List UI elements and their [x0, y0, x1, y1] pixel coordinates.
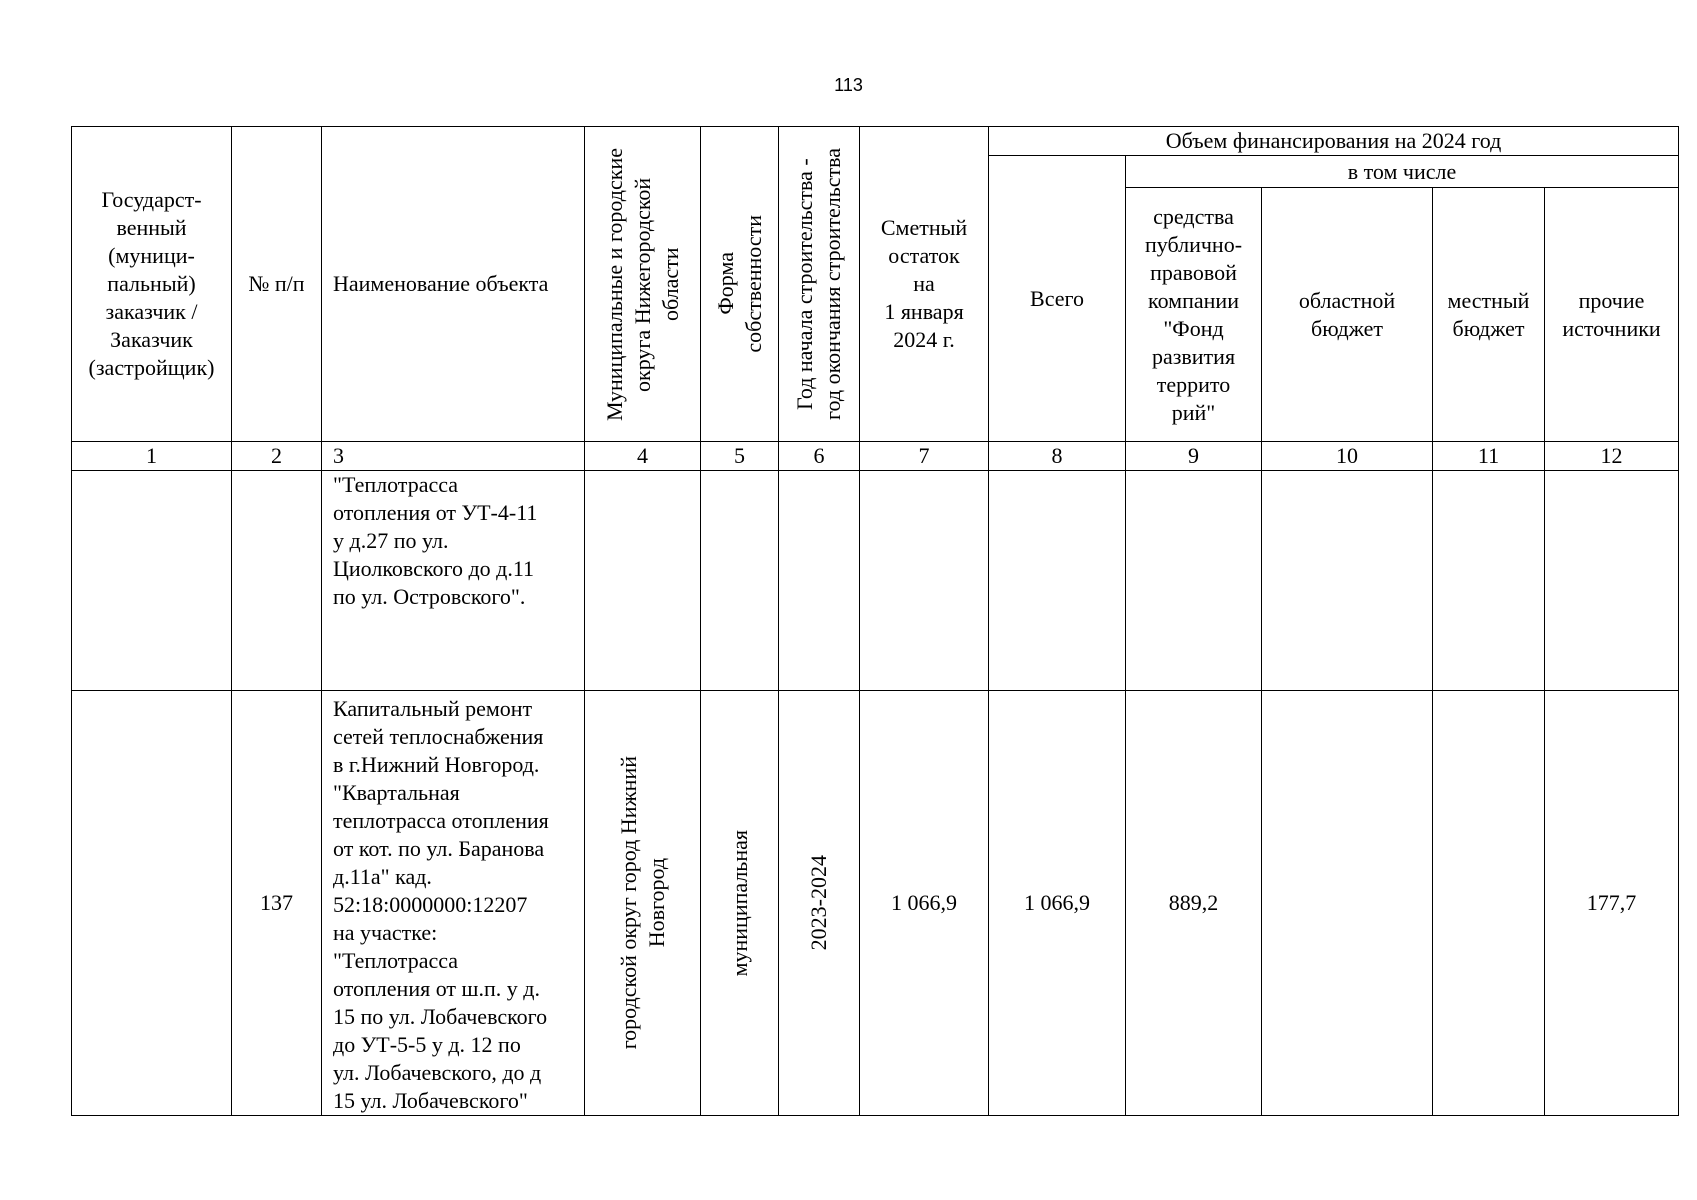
column-number: 3	[322, 442, 585, 471]
cell-ownership: муниципальная	[726, 829, 752, 977]
header-total: Всего	[989, 156, 1126, 442]
financing-table	[71, 126, 1679, 1116]
column-numbers-row	[72, 442, 1679, 471]
cell-municipality	[585, 471, 701, 691]
header-municipality-cell	[585, 127, 701, 442]
column-number: 9	[1126, 442, 1262, 471]
header-customer: Государст- венный (муници- пальный) заказчик / Заказчик (застройщик)	[72, 127, 232, 442]
header-other-sources: прочие источники	[1545, 188, 1679, 442]
header-estimate-balance: Сметный остаток на 1 января 2024 г.	[860, 127, 989, 442]
header-fund: средства публично- правовой компании "Фонд развития террито рий"	[1126, 188, 1262, 442]
cell-local	[1433, 471, 1545, 691]
cell-object-name: Капитальный ремонт сетей теплоснабжения в г.Нижний Новгород. "Квартальная теплотрасса отопления от кот. по ул. Баранова д.11а" кад. 52:18:0000000:12207 на участке: "Теплотрасса отопления от ш.п. у д. 15 по ул. Лобачевского до УТ-5-5 у д. 12 по ул. Лобачевского, до д 15 ул. Лобачевского"	[322, 691, 585, 1116]
header-ownership-cell	[701, 127, 779, 442]
cell-local	[1433, 691, 1545, 1116]
table-row	[72, 471, 1679, 691]
header-financing-group: Объем финансирования на 2024 год	[989, 127, 1679, 156]
column-number: 1	[72, 442, 232, 471]
column-number: 6	[779, 442, 860, 471]
cell-ownership	[701, 471, 779, 691]
cell-other	[1545, 471, 1679, 691]
column-number: 10	[1262, 442, 1433, 471]
table-row	[72, 691, 1679, 1116]
header-including: в том числе	[1126, 156, 1679, 188]
cell-years	[779, 471, 860, 691]
header-local-budget: местный бюджет	[1433, 188, 1545, 442]
column-number: 4	[585, 442, 701, 471]
header-ownership: Форма собственности	[712, 215, 766, 353]
header-years-cell	[779, 127, 860, 442]
cell-fund: 889,2	[1126, 691, 1262, 1116]
column-number: 8	[989, 442, 1126, 471]
header-object-name: Наименование объекта	[322, 127, 585, 442]
cell-number: 137	[232, 691, 322, 1116]
cell-years-wrap	[779, 691, 860, 1116]
column-number: 5	[701, 442, 779, 471]
cell-object-name: "Теплотрасса отопления от УТ-4-11 у д.27 по ул. Циолковского до д.11 по ул. Островского".	[322, 471, 585, 691]
column-number: 7	[860, 442, 989, 471]
header-regional-budget: областной бюджет	[1262, 188, 1433, 442]
cell-number	[232, 471, 322, 691]
cell-municipality: городской округ город Нижний Новгород	[615, 756, 669, 1050]
page-number: 113	[834, 75, 863, 95]
header-municipality: Муниципальные и городские округа Нижегородской области	[601, 147, 683, 421]
cell-total: 1 066,9	[989, 691, 1126, 1116]
cell-total	[989, 471, 1126, 691]
header-number: № п/п	[232, 127, 322, 442]
cell-customer	[72, 471, 232, 691]
cell-regional	[1262, 691, 1433, 1116]
cell-customer	[72, 691, 232, 1116]
column-number: 12	[1545, 442, 1679, 471]
cell-regional	[1262, 471, 1433, 691]
cell-fund	[1126, 471, 1262, 691]
cell-estimate-balance: 1 066,9	[860, 691, 989, 1116]
cell-other: 177,7	[1545, 691, 1679, 1116]
column-number: 2	[232, 442, 322, 471]
cell-ownership-wrap	[701, 691, 779, 1116]
column-number: 11	[1433, 442, 1545, 471]
cell-municipality-wrap	[585, 691, 701, 1116]
cell-years: 2023-2024	[806, 855, 831, 951]
header-years: Год начала строительства - год окончания строительства	[792, 148, 845, 420]
cell-estimate-balance	[860, 471, 989, 691]
